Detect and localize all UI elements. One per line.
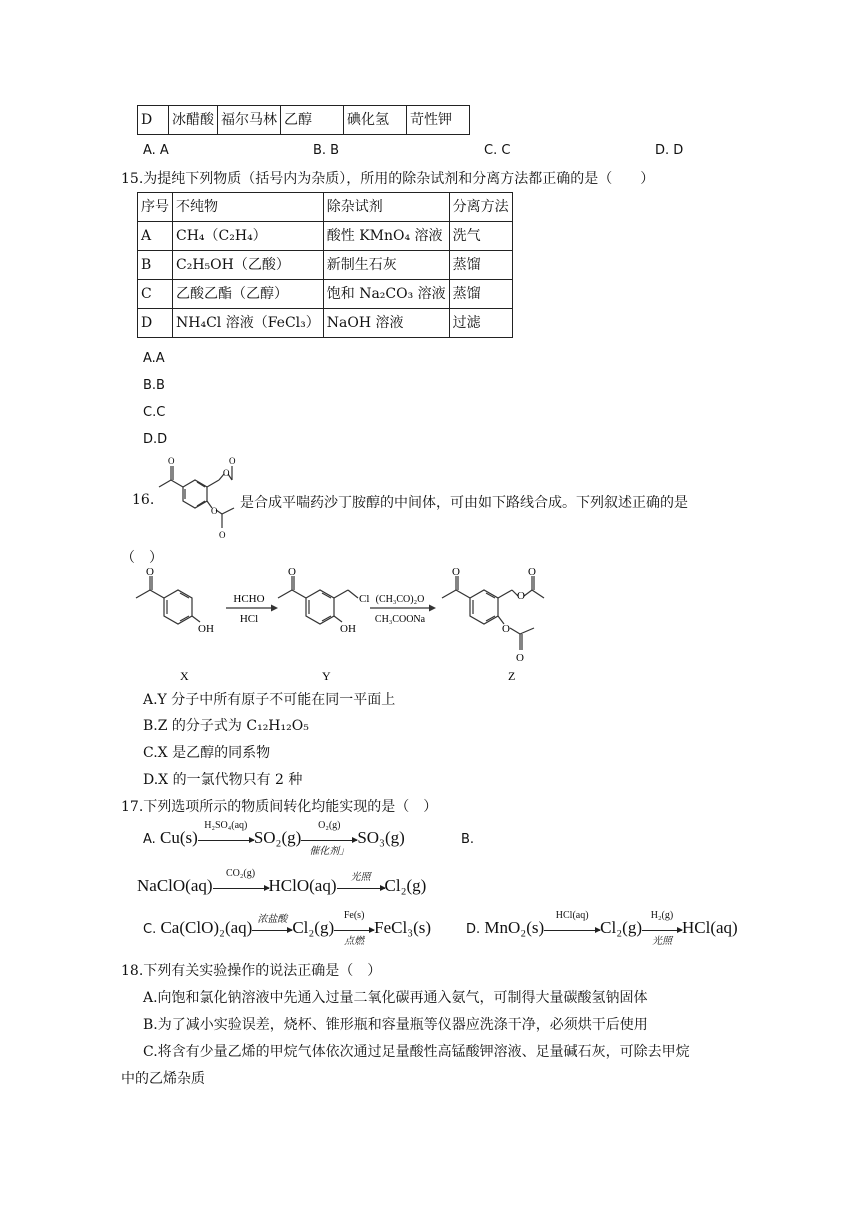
table-row [138, 106, 470, 135]
arrow-condition: 光照 [350, 872, 371, 884]
species: NaClO(aq) [137, 876, 213, 895]
synthesis-route-diagram [130, 568, 560, 686]
table-cell: CH₄（C₂H₄） [173, 222, 324, 251]
table-header: 分离方法 [449, 193, 512, 222]
table-header: 不纯物 [173, 193, 324, 222]
reagent-label: CH₃COONa [374, 614, 426, 625]
table-cell: NH₄Cl 溶液（FeCl₃） [173, 309, 324, 338]
q15-option-c[interactable]: C.C [143, 405, 166, 420]
arrow-condition: 催化剂」 [309, 846, 350, 858]
atom-label: O [528, 568, 536, 578]
table-cell: 福尔马林 [218, 106, 281, 135]
arrow-condition: O₂(g) [318, 820, 341, 832]
reagent-label: HCl [239, 613, 259, 625]
compound-label: Z [508, 669, 516, 683]
table-cell: A [138, 222, 173, 251]
species: FeCl₃(s) [374, 918, 432, 937]
reaction-arrow [213, 868, 269, 894]
arrow-condition: 光照 [651, 936, 672, 948]
q17-option-d[interactable] [466, 910, 738, 948]
q15-stem: 15.为提纯下列物质（括号内为杂质），所用的除杂试剂和分离方法都正确的是（ ） [121, 171, 655, 187]
table-cell: 过滤 [449, 309, 512, 338]
reaction-arrow [301, 820, 357, 858]
q15-table [137, 192, 513, 338]
atom-label: O [452, 568, 460, 578]
compound-label: Y [322, 669, 331, 683]
arrow-condition: H₂(g) [650, 910, 674, 922]
q18-option-c[interactable]: C.将含有少量乙烯的甲烷气体依次通过足量酸性高锰酸钾溶液、足量碱石灰，可除去甲烷 [143, 1044, 690, 1060]
table-row [138, 251, 513, 280]
atom-label: O [223, 468, 230, 478]
species: Cl₂(g) [600, 918, 642, 937]
arrow-condition: HCl(aq) [555, 910, 589, 922]
atom-label: O [502, 623, 510, 635]
q16-paren: （ ） [121, 550, 163, 566]
atom-label: O [517, 590, 525, 602]
table-cell: 蒸馏 [449, 251, 512, 280]
reaction-arrow [544, 910, 600, 936]
atom-label: O [229, 456, 236, 466]
q16-stem: 是合成平喘药沙丁胺醇的中间体，可由如下路线合成。下列叙述正确的是 [240, 495, 688, 511]
table-header: 序号 [138, 193, 173, 222]
q17-stem: 17.下列选项所示的物质间转化均能实现的是（ ） [121, 799, 438, 815]
table-cell: B [138, 251, 173, 280]
table-cell: 饱和 Na₂CO₃ 溶液 [323, 280, 449, 309]
table-cell: 酸性 KMnO₄ 溶液 [323, 222, 449, 251]
molecule-z-inline [150, 452, 240, 542]
atom-label: OH [340, 623, 356, 635]
reaction-arrow [252, 914, 292, 936]
table-cell: D [138, 309, 173, 338]
arrow-condition: Fe(s) [343, 910, 365, 922]
species: Cu(s) [160, 828, 198, 847]
table-row [138, 280, 513, 309]
arrow-condition: 浓盐酸 [257, 914, 288, 926]
species: Cl₂(g) [384, 876, 427, 895]
q16-option-b[interactable]: B.Z 的分子式为 C₁₂H₁₂O₅ [143, 718, 309, 734]
q17-option-c[interactable] [143, 910, 432, 948]
table-row [138, 193, 513, 222]
option-label: A. [143, 832, 156, 847]
table-cell: 碘化氢 [344, 106, 407, 135]
table-cell: 乙醇 [281, 106, 344, 135]
table-cell: NaOH 溶液 [323, 309, 449, 338]
species: Cl₂(g) [292, 918, 335, 937]
table-cell: 新制生石灰 [323, 251, 449, 280]
species: SO₃(g) [357, 828, 405, 847]
q18-option-a[interactable]: A.向饱和氯化钠溶液中先通入过量二氧化碳再通入氨气，可制得大量碳酸氢钠固体 [143, 990, 648, 1006]
table-header: 除杂试剂 [323, 193, 449, 222]
q18-option-b[interactable]: B.为了减小实验误差，烧杯、锥形瓶和容量瓶等仪器应洗涤干净，必须烘干后使用 [143, 1017, 648, 1033]
table-cell: C₂H₅OH（乙酸） [173, 251, 324, 280]
arrow-condition: CO₂(g) [226, 868, 256, 880]
q14-table [137, 105, 470, 135]
table-cell: 冰醋酸 [169, 106, 218, 135]
table-cell: 苛性钾 [407, 106, 470, 135]
reaction-arrow [334, 910, 374, 948]
table-cell: D [138, 106, 169, 135]
table-cell: 洗气 [449, 222, 512, 251]
q15-option-b[interactable]: B.B [143, 378, 165, 393]
atom-label: O [168, 456, 175, 466]
atom-label: O [211, 506, 218, 516]
reagent-label: HCHO [233, 593, 265, 605]
atom-label: Cl [359, 593, 370, 605]
option-label: D. [466, 922, 481, 937]
q18-option-c-continued: 中的乙烯杂质 [121, 1071, 205, 1087]
reaction-arrow [198, 820, 254, 846]
option-label: C. [143, 922, 157, 937]
q16-option-d[interactable]: D.X 的一氯代物只有 2 种 [143, 772, 303, 788]
atom-label: O [516, 652, 524, 664]
table-row [138, 222, 513, 251]
compound-label: X [180, 669, 189, 683]
table-row [138, 309, 513, 338]
atom-label: O [288, 568, 296, 578]
table-cell: C [138, 280, 173, 309]
q15-option-a[interactable]: A.A [143, 351, 165, 366]
q16-option-c[interactable]: C.X 是乙醇的同系物 [143, 745, 271, 761]
species: HClO(aq) [268, 876, 337, 895]
q14-option-c[interactable]: C. C [484, 143, 511, 158]
reaction-arrow [642, 910, 682, 948]
atom-label: O [146, 568, 154, 578]
species: Ca(ClO)₂(aq) [160, 918, 253, 937]
table-cell: 蒸馏 [449, 280, 512, 309]
species: MnO₂(s) [484, 918, 545, 937]
q15-option-d[interactable]: D.D [143, 432, 168, 447]
q18-stem: 18.下列有关实验操作的说法正确是（ ） [121, 963, 382, 979]
reaction-arrow [337, 872, 385, 894]
arrow-condition: H₂SO₄(aq) [204, 820, 248, 832]
table-cell: 乙酸乙酯（乙醇） [173, 280, 324, 309]
q17-option-a[interactable] [143, 820, 405, 858]
q17-option-b-label[interactable]: B. [461, 832, 475, 847]
q14-option-a[interactable]: A. A [143, 143, 169, 158]
q14-option-d[interactable]: D. D [655, 143, 684, 158]
arrow-condition: 点燃 [344, 936, 365, 948]
atom-label: O [219, 530, 226, 540]
q14-option-b[interactable]: B. B [313, 143, 340, 158]
reagent-label: (CH₃CO)₂O [375, 594, 425, 605]
species: HCl(aq) [681, 918, 738, 937]
q16-number: 16. [132, 492, 155, 508]
species: SO₂(g) [253, 828, 302, 847]
q16-option-a[interactable]: A.Y 分子中所有原子不可能在同一平面上 [143, 692, 396, 708]
q17-option-b[interactable] [137, 868, 427, 896]
atom-label: OH [198, 623, 214, 635]
